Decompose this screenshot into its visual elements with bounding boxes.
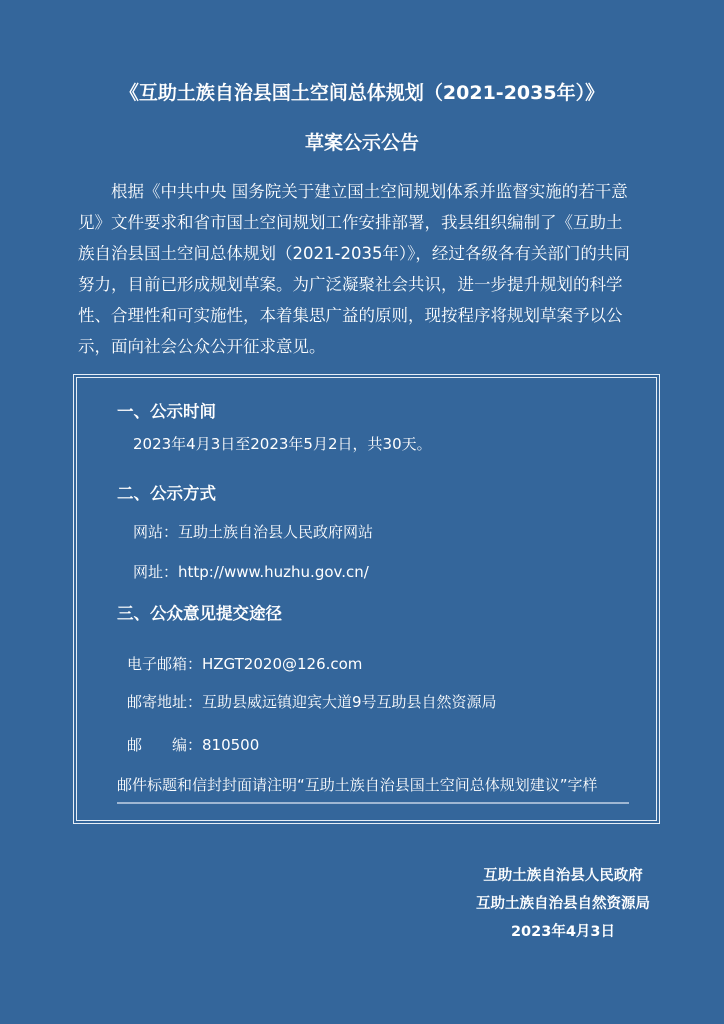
mailing-address: 邮寄地址：互助县威远镇迎宾大道9号互助县自然资源局 (127, 693, 497, 711)
section-heading-method: 二、公示方式 (117, 484, 216, 503)
section-heading-time: 一、公示时间 (117, 402, 216, 421)
paragraph-line: 努力，目前已形成规划草案。为广泛凝聚社会共识，进一步提升规划的科学 (78, 275, 623, 294)
issue-date: 2023年4月3日 (510, 924, 616, 940)
section-heading-submission: 三、公众意见提交途径 (117, 604, 282, 623)
paragraph-line: 性、合理性和可实施性，本着集思广益的原则，现按程序将规划草案予以公 (78, 306, 623, 325)
info-box (73, 374, 660, 824)
issuer-government: 互助土族自治县人民政府 (483, 868, 643, 884)
postcode: 邮 编：810500 (127, 736, 260, 754)
email[interactable]: 电子邮箱：HZGT2020@126.com (127, 655, 363, 673)
website-name: 网站：互助土族自治县人民政府网站 (133, 523, 374, 541)
document-title: 《互助土族自治县国土空间总体规划（2021-2035年）》 (119, 82, 605, 104)
paragraph-line: 族自治县国土空间总体规划（2021-2035年）》，经过各级各有关部门的共同 (78, 244, 630, 263)
paragraph-line: 见》文件要求和省市国土空间规划工作安排部署，我县组织编制了《互助土 (78, 213, 623, 232)
submission-note: 邮件标题和信封封面请注明“互助土族自治县国土空间总体规划建议”字样 (117, 776, 598, 794)
document-subtitle: 草案公示公告 (304, 132, 419, 154)
divider (117, 802, 629, 804)
website-url[interactable]: 网址：http://www.huzhu.gov.cn/ (133, 563, 369, 581)
paragraph-line: 示，面向社会公众公开征求意见。 (78, 337, 326, 356)
issuer-bureau: 互助土族自治县自然资源局 (476, 896, 650, 912)
publicity-period: 2023年4月3日至2023年5月2日，共30天。 (133, 435, 432, 453)
paragraph-line: 根据《中共中央 国务院关于建立国土空间规划体系并监督实施的若干意 (78, 182, 628, 201)
intro-paragraph (78, 176, 650, 362)
